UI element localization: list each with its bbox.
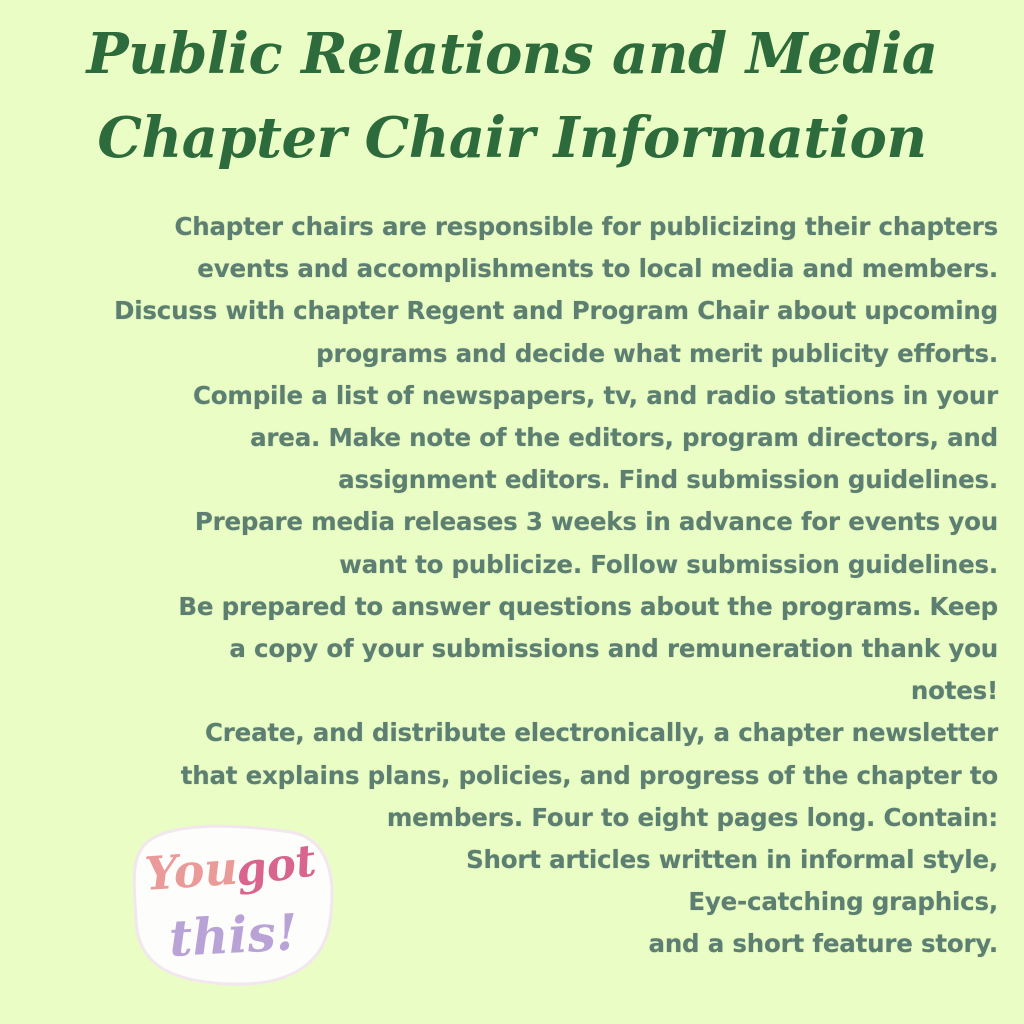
you-got-this-sticker bbox=[130, 820, 340, 990]
svg-text:You: You bbox=[143, 840, 240, 901]
text-line: Eye-catching graphics, bbox=[688, 887, 998, 917]
svg-text:got: got bbox=[232, 835, 320, 897]
text-line: assignment editors. Find submission guidelines. bbox=[338, 465, 998, 495]
text-line: want to publicize. Follow submission guidelines. bbox=[339, 549, 998, 579]
svg-text:this!: this! bbox=[167, 902, 299, 968]
text-line: Chapter chairs are responsible for publicizing their chapters bbox=[174, 212, 998, 241]
text-line: area. Make note of the editors, program directors, and bbox=[250, 423, 998, 453]
text-line: members. Four to eight pages long. Contain: bbox=[386, 802, 998, 832]
text-line: Discuss with chapter Regent and Program Chair about upcoming bbox=[114, 296, 998, 326]
title-line-1: Public Relations and Media bbox=[86, 21, 938, 87]
text-line: that explains plans, policies, and progress of the chapter to bbox=[180, 760, 998, 790]
text-line: Be prepared to answer questions about the programs. Keep bbox=[178, 591, 998, 621]
text-line: and a short feature story. bbox=[648, 929, 998, 959]
text-line: Short articles written in informal style, bbox=[466, 845, 998, 875]
text-line: a copy of your submissions and remuneration thank you bbox=[229, 634, 998, 664]
text-line: Create, and distribute electronically, a chapter newsletter bbox=[205, 718, 998, 748]
text-line: Prepare media releases 3 weeks in advance for events you bbox=[194, 507, 998, 537]
text-line: programs and decide what merit publicity efforts. bbox=[316, 338, 998, 368]
page-title bbox=[0, 12, 1024, 180]
text-line: events and accomplishments to local media and members. bbox=[197, 254, 998, 284]
text-line: notes! bbox=[910, 676, 998, 706]
title-line-2: Chapter Chair Information bbox=[97, 105, 927, 171]
text-line: Compile a list of newspapers, tv, and radio stations in your bbox=[192, 380, 998, 410]
